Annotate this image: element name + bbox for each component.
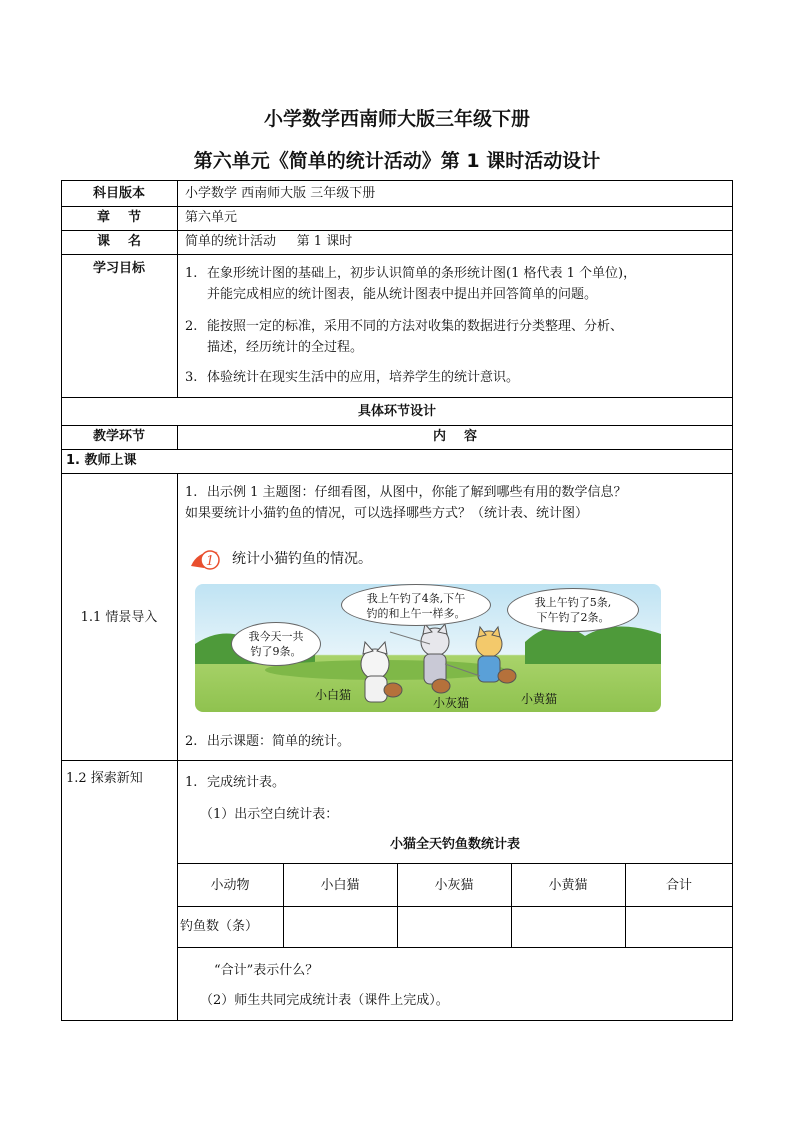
subject-value: 小学数学 西南师大版 三年级下册 (185, 186, 376, 201)
lesson-value: 简单的统计活动 第 1 课时 (185, 234, 353, 249)
s12-sub2: （2）师生共同完成统计表（课件上完成）。 (200, 993, 449, 1008)
goal-3-num: 3. (185, 370, 198, 385)
goal-1-line2: 并能完成相应的统计图表，能从统计图表中提出并回答简单的问题。 (207, 287, 598, 302)
goal-3-line1: 体验统计在现实生活中的应用，培养学生的统计意识。 (207, 370, 520, 385)
example-text: 统计小猫钓鱼的情况。 (232, 551, 372, 567)
question-text: “合计”表示什么？ (214, 963, 319, 978)
col-content-header: 内 容 (432, 429, 478, 444)
stage-1-1-label: 1.1 情景导入 (80, 610, 158, 625)
s12-item1-num: 1. (185, 775, 198, 790)
stage-1-2-label: 1.2 探索新知 (66, 771, 143, 786)
stat-header-white-cat: 小白猫 (320, 878, 360, 893)
stat-row-label: 钓鱼数（条） (180, 919, 259, 934)
gray-cat-label: 小灰猫 (433, 696, 470, 710)
s11-item2: 出示课题：简单的统计。 (207, 734, 351, 749)
yellow-cat-figure (476, 627, 516, 683)
gray-cat-figure (421, 624, 450, 693)
page-title: 小学数学西南师大版三年级下册 (263, 108, 530, 130)
chapter-label: 章 节 (96, 210, 142, 225)
stat-header-total: 合计 (665, 878, 692, 893)
page-subtitle: 第六单元《简单的统计活动》第 1 课时活动设计 (193, 150, 601, 172)
col-stage-header: 教学环节 (92, 429, 145, 444)
chapter-value: 第六单元 (185, 210, 238, 225)
s11-item1-line2: 如果要统计小猫钓鱼的情况，可以选择哪些方式？（统计表、统计图） (185, 506, 589, 521)
yellow-cat-label: 小黄猫 (521, 692, 558, 706)
s12-item1: 完成统计表。 (207, 775, 286, 790)
example-number-icon (188, 546, 224, 572)
gray-cat-bubble: 我上午钓了4条,下午 钓的和上午一样多。 (341, 584, 491, 626)
example-number: 1 (205, 554, 215, 569)
white-cat-bubble: 我今天一共 钓了9条。 (231, 622, 321, 666)
stat-table-title: 小猫全天钓鱼数统计表 (389, 837, 520, 852)
stat-header-yellow-cat: 小黄猫 (548, 878, 588, 893)
theme-illustration (195, 584, 661, 712)
goal-2-line1: 能按照一定的标准，采用不同的方法对收集的数据进行分类整理、分析、 (207, 319, 624, 334)
yellow-cat-bubble: 我上午钓了5条, 下午钓了2条。 (507, 588, 639, 632)
s11-item1-line1: 出示例 1 主题图：仔细看图，从图中，你能了解到哪些有用的数学信息？ (207, 485, 627, 500)
s12-sub1: （1）出示空白统计表： (200, 807, 339, 822)
goal-2-line2: 描述，经历统计的全过程。 (207, 340, 364, 355)
goal-1-num: 1. (185, 266, 198, 281)
white-cat-label: 小白猫 (315, 688, 352, 702)
goals-label: 学习目标 (92, 261, 145, 276)
goal-1-line1: 在象形统计图的基础上，初步认识简单的条形统计图(1 格代表 1 个单位)， (207, 266, 637, 281)
s11-item2-num: 2. (185, 734, 198, 749)
section-title: 具体环节设计 (357, 404, 436, 419)
goal-2-num: 2. (185, 319, 198, 334)
stat-header-animal: 小动物 (210, 878, 250, 893)
part-1-title: 1. 教师上课 (66, 453, 137, 468)
subject-label: 科目版本 (92, 186, 145, 201)
s11-item1-num: 1. (185, 485, 198, 500)
stat-header-gray-cat: 小灰猫 (434, 878, 474, 893)
lesson-label: 课 名 (96, 234, 142, 249)
